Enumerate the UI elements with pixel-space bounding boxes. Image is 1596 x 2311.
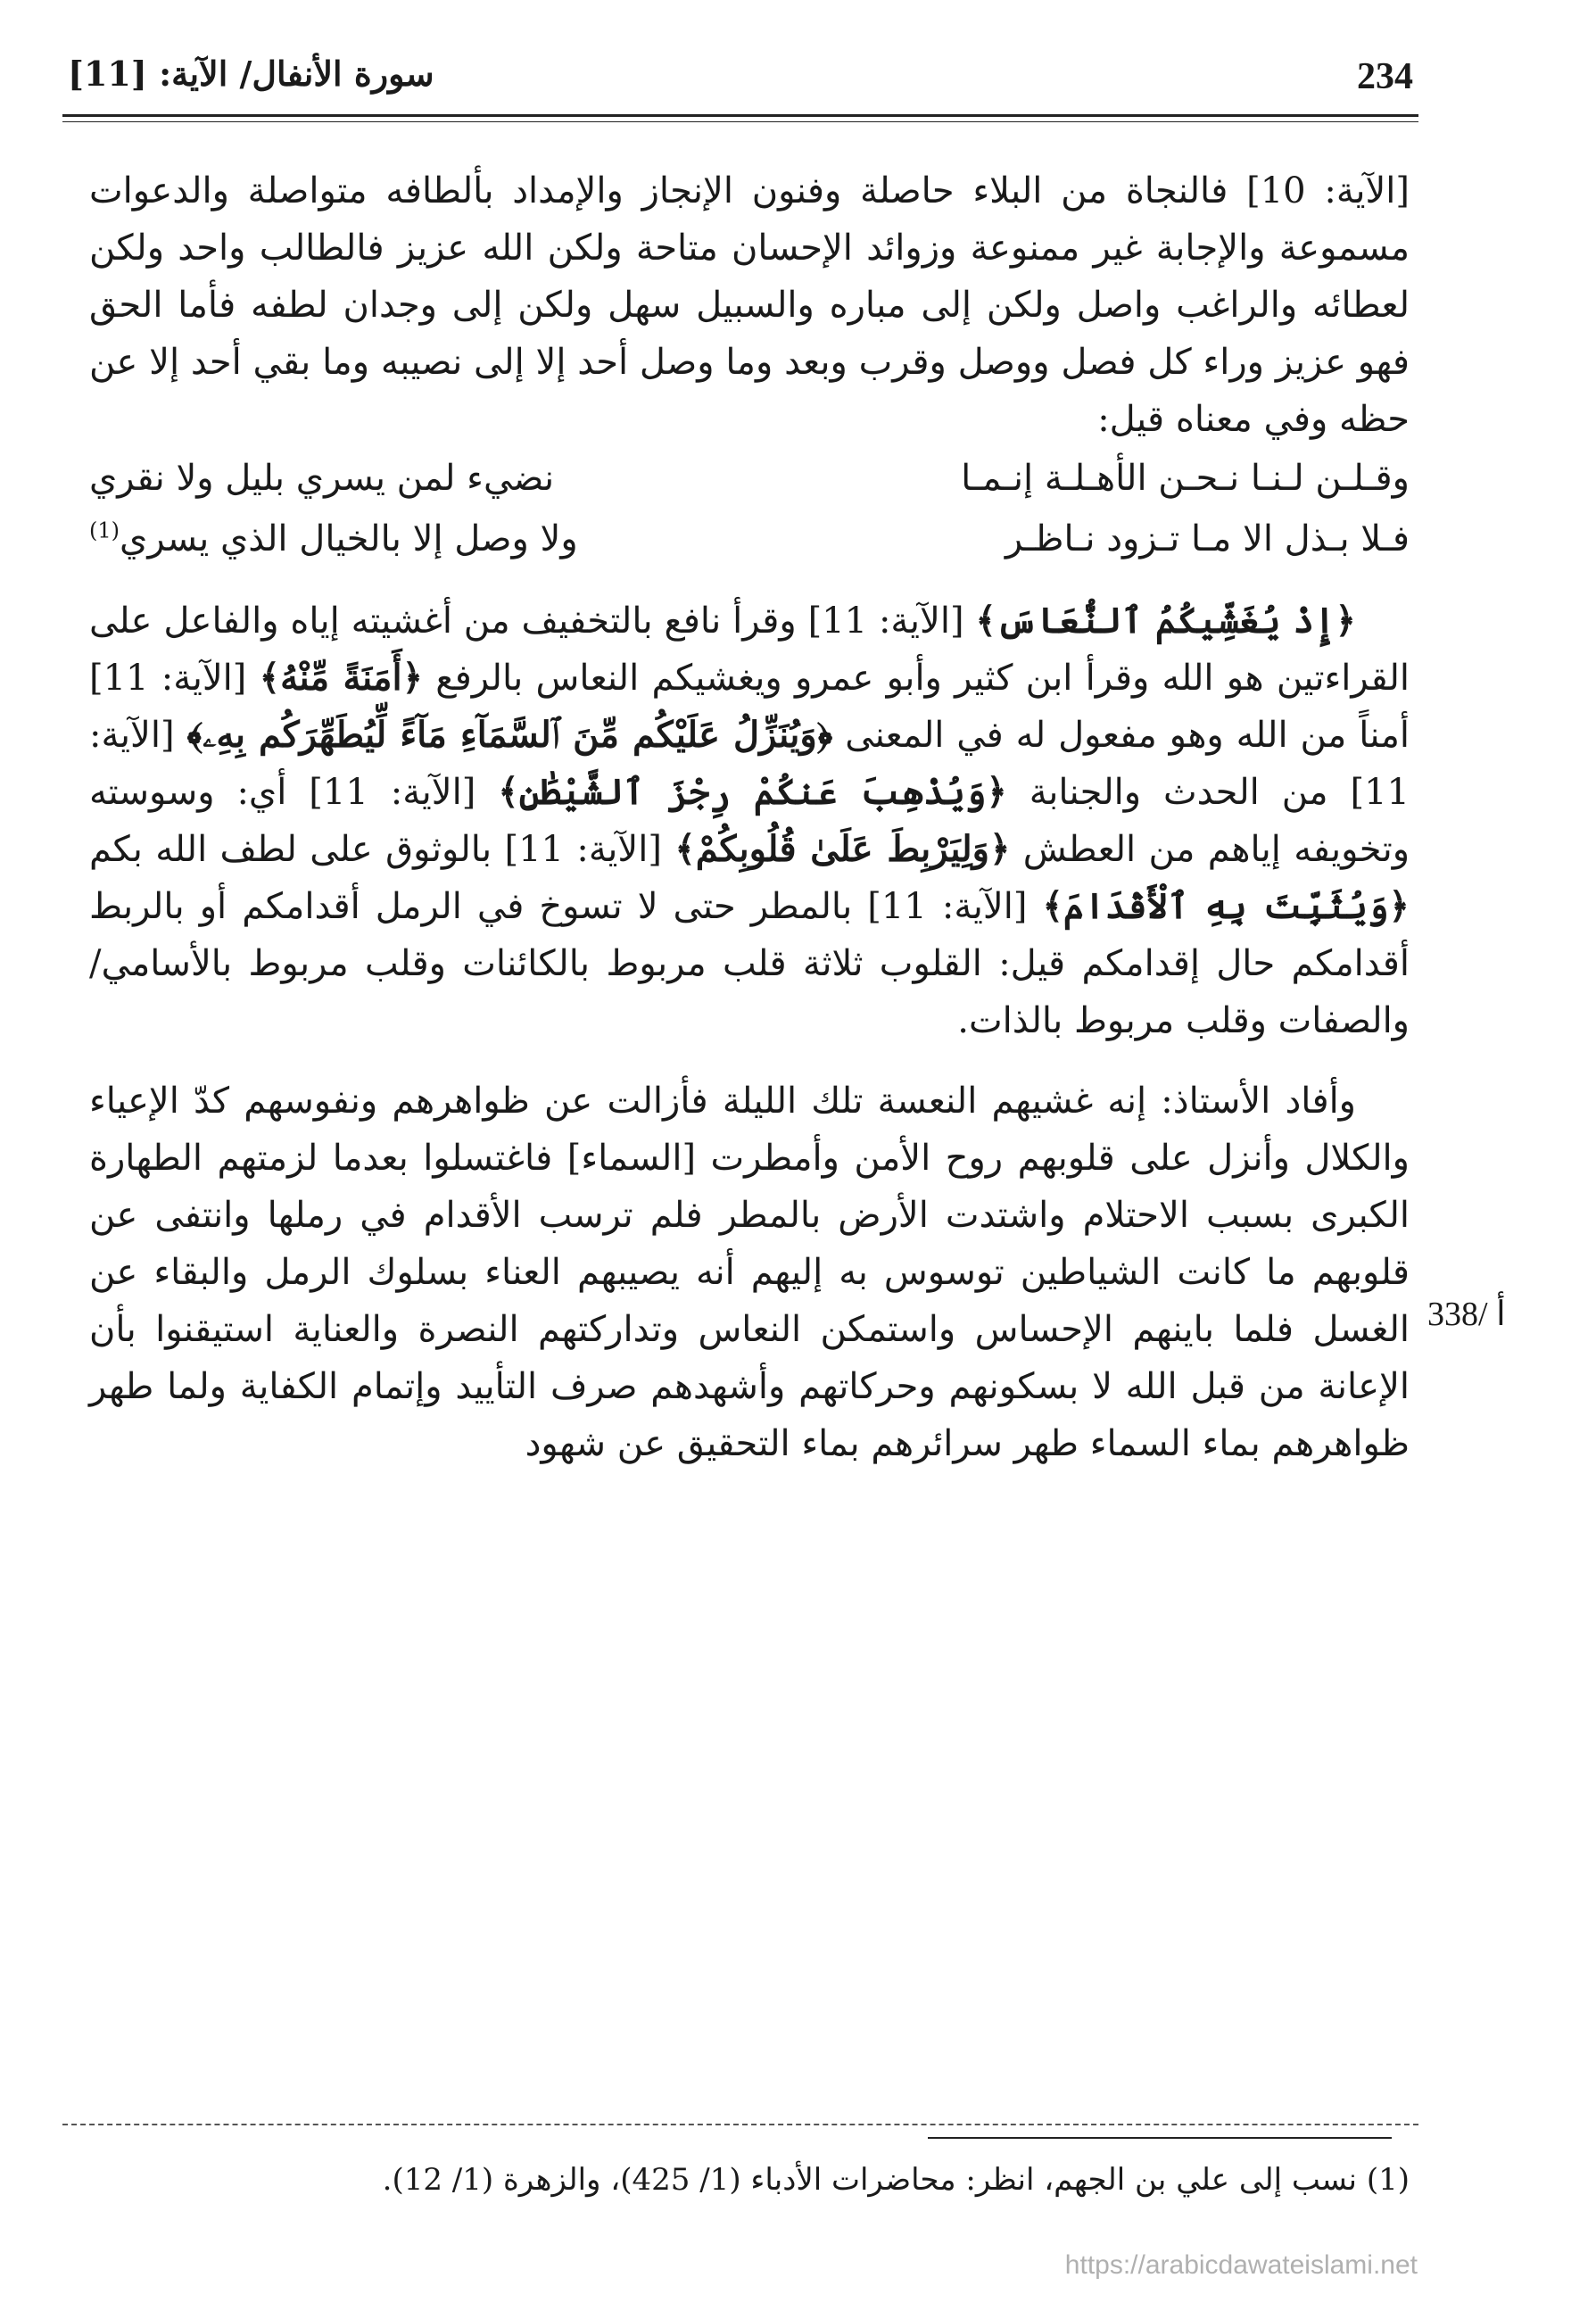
verse-line <box>89 448 1410 509</box>
footnote: (1) نسب إلى علي بن الجهم، انظر: محاضرات الأدباء (1/ 425)، والزهرة (1/ 12). <box>382 2162 1410 2198</box>
paragraph-ustadh: وأفاد الأستاذ: إنه غشيهم النعسة تلك الليلة فأزالت عن ظواهرهم ونفوسهم كدّ الإعياء والكلال وأنزل على قلوبهم روح الأمن وأمطرت [السماء] فاغتسلوا بعدما لزمتهم الطهارة الكبرى بسبب الاحتلام واشتدت الأرض بالمطر فلم ترسب الأقدام في رملها وانتفى عن قلوبهم ما كانت الشياطين توسوس به إليهم أنه يصيبهم العناء بسلوك الرمل والبقاء عن الغسل فلما باينهم الإحساس واستمكن النعاس وتداركتهم النصرة والعناية استيقنوا بأن الإعانة من قبل الله لا بسكونهم وحركاتهم وأشهدهم صرف التأييد وإتمام الكفاية ولما طهر ظواهرهم بماء السماء طهر سرائرهم بماء التحقيق عن شهود <box>89 1081 1410 1464</box>
commentary-text: [الآية: 11] بالمطر حتى لا تسوخ في الرمل أقدامكم أو بالربط أقدامكم حال إقدامكم قيل: القلوب ثلاثة قلب مربوط بالكائنات وقلب مربوط بالأسامي/ والصفات وقلب مربوط بالذات. <box>89 886 1410 1041</box>
manuscript-folio-note: 338/ أ <box>1427 1296 1506 1333</box>
paragraph-intro: [الآية: 10] فالنجاة من البلاء حاصلة وفنون الإنجاز والإمداد بألطافه متواصلة والدعوات مسموعة والإجابة غير ممنوعة وزوائد الإحسان متاحة ولكن الله عزيز فالطالب واحد ولكن لعطائه والراغب واصل ولكن إلى مباره والسبيل سهل ولكن إلى وجدان لطفه فأما الحق فهو عزيز وراء كل فصل ووصل وقرب وبعد وما وصل أحد إلا إلى نصيبه وما بقي أحد إلا عن حظه وفي معناه قيل: <box>89 170 1410 440</box>
quran-quote: ﴿وَيُثَبِّتَ بِهِ ٱلْأَقْدَامَ﴾ <box>1042 885 1410 927</box>
footnote-marker: (1) <box>89 518 120 543</box>
running-title: سورة الأنفال/ الآية: [11] <box>68 54 434 94</box>
quran-quote: ﴿وَيُذْهِبَ عَنكُمْ رِجْزَ ٱلشَّيْطَٰنِ﴾ <box>498 771 1007 813</box>
page-number: 234 <box>1357 56 1413 97</box>
footnote-separator <box>928 2137 1392 2139</box>
header-rule <box>62 114 1418 122</box>
watermark-url: https://arabicdawateislami.net <box>1064 2250 1418 2280</box>
quran-quote: ﴿وَلِيَرْبِطَ عَلَىٰ قُلُوبِكُمْ﴾ <box>674 828 1011 870</box>
verse-hemistich-second: نضيء لمن يسري بليل ولا نقري <box>89 458 555 499</box>
commentary-text: [الآية: 11] أي: وسوسته وتخويفه إياهم من العطش <box>89 772 1410 870</box>
commentary-text: [الآية: 11] وقرأ نافع بالتخفيف من أغشيته إياه والفاعل على القراءتين هو الله وقرأ ابن كثير وأبو عمرو ويغشيكم النعاس بالرفع <box>89 601 1410 699</box>
quran-quote: ﴿وَيُنَزِّلُ عَلَيْكُم مِّنَ ٱلسَّمَآءِ مَآءً لِّيُطَهِّرَكُم بِهِۦ﴾ <box>186 714 833 756</box>
verse-hemistich-second: ولا وصل إلا بالخيال الذي يسري <box>120 518 578 559</box>
main-text <box>89 162 1410 1472</box>
verse-hemistich-second-with-ref <box>89 509 578 569</box>
verse-hemistich-first: فـلا بـذل الا مـا تـزود نـاظـر <box>1005 518 1410 559</box>
commentary-text: [الآية: 11] من الحدث والجنابة <box>89 715 1410 813</box>
quran-quote: ﴿أَمَنَةً مِّنْهُ﴾ <box>259 657 424 699</box>
poetry-verse <box>89 448 1410 569</box>
verse-line <box>89 509 1410 569</box>
commentary-text: [الآية: 11] أمناً من الله وهو مفعول له في المعنى <box>89 658 1410 756</box>
commentary-text: [الآية: 11] بالوثوق على لطف الله بكم <box>89 829 675 870</box>
footnote-separator-dashed <box>62 2124 1418 2125</box>
quran-quote: ﴿إِذْ يُغَشِّيكُمُ ٱلنُّعَاسَ﴾ <box>975 600 1356 642</box>
paragraph-tafsir <box>89 592 1410 1049</box>
page-header <box>62 52 1418 105</box>
verse-hemistich-first: وقـلـن لـنـا نـحـن الأهـلـة إنـمـا <box>961 458 1410 499</box>
